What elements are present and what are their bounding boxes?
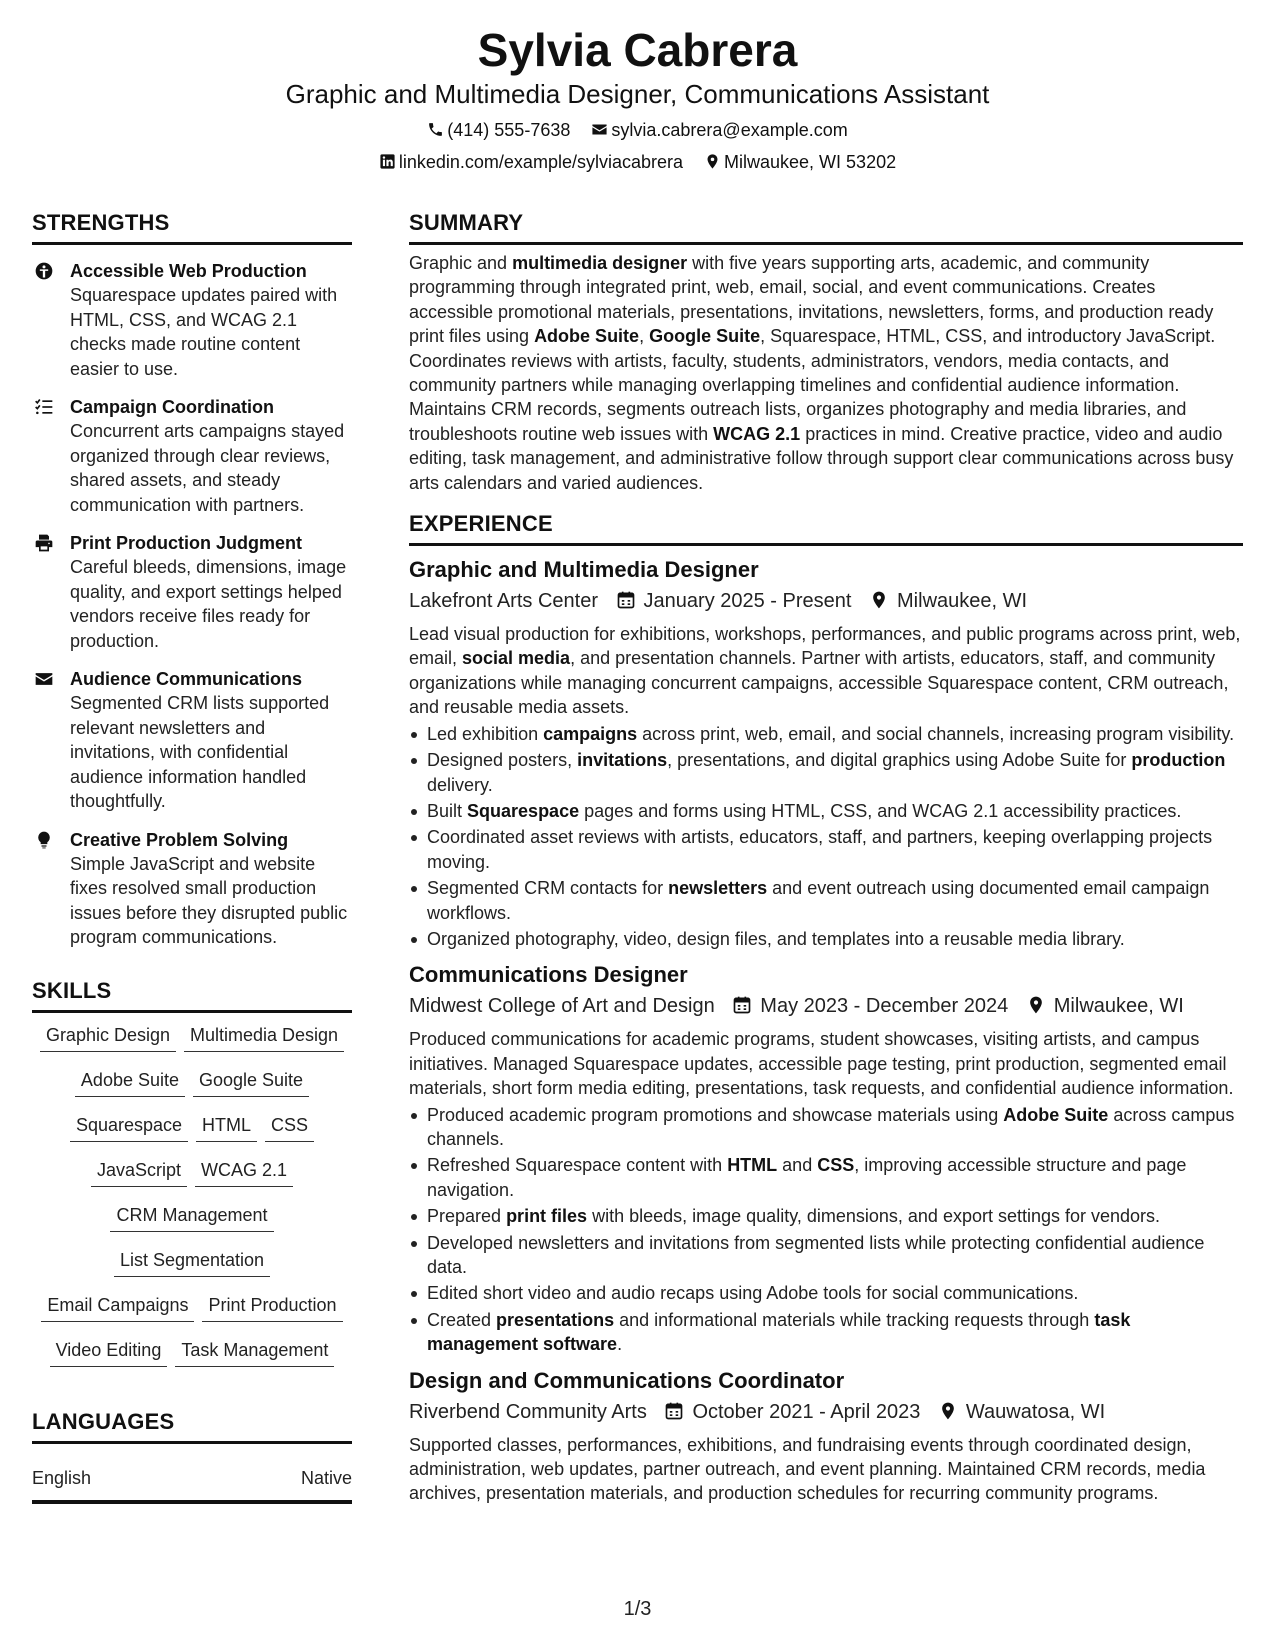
strength-item: [32, 395, 352, 517]
strengths-rule: [32, 242, 352, 245]
skill-chip: Multimedia Design: [184, 1023, 344, 1052]
job-meta: [409, 588, 1243, 614]
job-bullet: Organized photography, video, design files, and templates into a reusable media library.: [409, 927, 1243, 951]
job-org: Lakefront Arts Center: [409, 590, 598, 613]
linkedin-contact[interactable]: [379, 150, 683, 174]
skill-row: [32, 1248, 352, 1279]
skill-chip: Graphic Design: [40, 1023, 176, 1052]
summary-text: Graphic and multimedia designer with five years supporting arts, academic, and community programming through integrated print, web, email, social, and event communications. Creates accessible promotional materials, presentations, invitations, newsletters, forms, and production ready print files using Adobe Suite, Google Suite, Squarespace, HTML, CSS, and introductory JavaScript. Coordinates reviews with artists, faculty, students, administrators, vendors, media contacts, and community partners while managing overlapping timelines and confidential audience information. Maintains CRM records, segments outreach lists, organizes photography and media libraries, and troubleshoots routine web issues with WCAG 2.1 practices in mind. Creative practice, video and audio editing, task management, and administrative follow through support clear communications across busy arts calendars and varied audiences.: [409, 253, 1234, 493]
job-meta: [409, 1399, 1243, 1425]
skill-row: [32, 1203, 352, 1234]
resume-header: [0, 22, 1275, 174]
location-text: Milwaukee, WI 53202: [724, 152, 897, 172]
job-location-wrap: [1026, 993, 1184, 1019]
job-bullet: Led exhibition campaigns across print, web, email, and social channels, increasing program visibility.: [409, 722, 1243, 746]
calendar-icon: [732, 995, 752, 1015]
job-dates-wrap: [664, 1399, 920, 1425]
strength-title: Campaign Coordination: [70, 397, 274, 417]
strength-title: Print Production Judgment: [70, 533, 302, 553]
skill-chip: WCAG 2.1: [195, 1158, 293, 1187]
job-dates-wrap: [616, 588, 852, 614]
strength-desc: Segmented CRM lists supported relevant newsletters and invitations, with confidential audience information handled thoughtfully.: [70, 693, 330, 811]
strength-item: [32, 667, 352, 814]
job-dates: October 2021 - April 2023: [692, 1400, 921, 1423]
strength-desc: Concurrent arts campaigns stayed organized through clear reviews, shared assets, and steady communication with partners.: [70, 421, 345, 515]
job-entry: [409, 1367, 1243, 1506]
strength-title: Creative Problem Solving: [70, 829, 289, 850]
skill-row: [32, 1338, 352, 1369]
strength-desc: Simple JavaScript and website fixes resolved small production issues before they disrupted public program communications.: [70, 853, 348, 947]
job-location-wrap: [869, 588, 1027, 614]
email-contact[interactable]: [591, 118, 847, 142]
skill-row: [32, 1023, 352, 1054]
job-description: Supported classes, performances, exhibitions, and fundraising events through coordinated design, administration, web updates, partner outreach, and event planning. Maintained CRM records, media archives, presentation materials, and production schedules for recurring community programs.: [409, 1434, 1206, 1504]
language-name: English: [32, 1467, 92, 1488]
job-entry: [409, 961, 1243, 1356]
summary-rule: [409, 242, 1243, 245]
linkedin-icon: [379, 153, 396, 170]
lightbulb-icon: [34, 830, 54, 850]
strength-item: [32, 828, 352, 950]
job-bullet: Designed posters, invitations, presentations, and digital graphics using Adobe Suite for production delivery.: [409, 748, 1243, 797]
experience-rule: [409, 543, 1243, 546]
skills-title: SKILLS: [32, 977, 112, 1003]
job-bullet: Created presentations and informational materials while tracking requests through task management software.: [409, 1308, 1243, 1357]
skill-row: [32, 1113, 352, 1144]
skills-rule: [32, 1010, 352, 1013]
language-level: Native: [300, 1467, 352, 1488]
job-bullet: Edited short video and audio recaps using Adobe tools for social communications.: [409, 1281, 1243, 1305]
skill-chip: Email Campaigns: [41, 1293, 194, 1322]
info-circle-icon: [34, 261, 54, 281]
job-title: Design and Communications Coordinator: [409, 1367, 845, 1393]
job-description: Produced communications for academic programs, student showcases, visiting artists, and campus initiatives. Managed Squarespace updates, accessible page testing, print production, segmented email materials, short form media editing, presentations, task requests, and confidential audience information.: [409, 1029, 1234, 1099]
job-description: Lead visual production for exhibitions, workshops, performances, and public programs across print, web, email, social media, and presentation channels. Partner with artists, educators, staff, and community organizations while managing concurrent campaigns, accessible Squarespace content, CRM outreach, and reusable media assets.: [409, 624, 1241, 718]
strength-title: Audience Communications: [70, 669, 303, 689]
strength-desc: Squarespace updates paired with HTML, CSS, and WCAG 2.1 checks made routine content easier to use.: [70, 285, 338, 379]
job-bullets: [409, 722, 1243, 952]
job-location: Milwaukee, WI: [897, 590, 1028, 613]
skill-chip: Adobe Suite: [75, 1068, 185, 1097]
skill-row: [32, 1293, 352, 1324]
strength-desc: Careful bleeds, dimensions, image quality, and export settings helped vendors receive files ready for production.: [70, 557, 347, 651]
page-number: 1/3: [623, 1598, 652, 1620]
job-org: Riverbend Community Arts: [409, 1400, 647, 1423]
skill-chip: Squarespace: [70, 1113, 188, 1142]
skill-chip: List Segmentation: [114, 1248, 270, 1277]
skill-chip: Google Suite: [193, 1068, 309, 1097]
job-dates: May 2023 - December 2024: [760, 995, 1009, 1018]
strength-item: [32, 531, 352, 653]
envelope-icon: [591, 121, 608, 138]
skill-chip: JavaScript: [91, 1158, 187, 1187]
location-contact: [704, 150, 896, 174]
job-bullet: Produced academic program promotions and showcase materials using Adobe Suite across campus channels.: [409, 1103, 1243, 1152]
language-level-bar: [32, 1500, 352, 1504]
experience-title: EXPERIENCE: [409, 511, 553, 537]
job-bullets: [409, 1103, 1243, 1357]
languages-rule: [32, 1441, 352, 1444]
skill-chip: HTML: [196, 1113, 257, 1142]
email-text: sylvia.cabrera@example.com: [611, 120, 848, 140]
job-entry: [409, 556, 1243, 951]
job-bullet: Built Squarespace pages and forms using HTML, CSS, and WCAG 2.1 accessibility practices.: [409, 799, 1243, 823]
job-bullet: Prepared print files with bleeds, image quality, dimensions, and export settings for vendors.: [409, 1204, 1243, 1228]
calendar-icon: [664, 1401, 684, 1421]
task-list-icon: [34, 397, 54, 417]
job-bullet: Segmented CRM contacts for newsletters and event outreach using documented email campaign workflows.: [409, 876, 1243, 925]
map-pin-icon: [704, 153, 721, 170]
phone-contact[interactable]: [427, 118, 570, 142]
map-pin-icon: [938, 1401, 958, 1421]
skill-row: [32, 1068, 352, 1099]
phone-text: (414) 555-7638: [447, 120, 571, 140]
job-location-wrap: [938, 1399, 1105, 1425]
calendar-icon: [616, 590, 636, 610]
strength-item: [32, 259, 352, 381]
candidate-name: Sylvia Cabrera: [477, 24, 798, 76]
job-bullet: Coordinated asset reviews with artists, educators, staff, and partners, keeping overlapping projects moving.: [409, 825, 1243, 874]
job-location: Milwaukee, WI: [1053, 995, 1184, 1018]
map-pin-icon: [869, 590, 889, 610]
printer-icon: [34, 533, 54, 553]
phone-icon: [427, 121, 444, 138]
job-bullet: Refreshed Squarespace content with HTML and CSS, improving accessible structure and page navigation.: [409, 1153, 1243, 1202]
strengths-title: STRENGTHS: [32, 210, 170, 235]
skills-list: [32, 1023, 352, 1369]
job-dates-wrap: [732, 993, 1008, 1019]
skill-chip: Task Management: [175, 1338, 334, 1367]
skill-chip: CSS: [265, 1113, 314, 1142]
job-location: Wauwatosa, WI: [965, 1400, 1106, 1423]
skill-chip: CRM Management: [110, 1203, 273, 1232]
contact-row-1: [0, 118, 1275, 142]
languages-title: LANGUAGES: [32, 1408, 175, 1434]
summary-title: SUMMARY: [409, 210, 524, 235]
job-bullet: Developed newsletters and invitations from segmented lists while protecting confidential audience data.: [409, 1231, 1243, 1280]
skill-row: [32, 1158, 352, 1189]
job-title: Communications Designer: [409, 962, 688, 988]
linkedin-text: linkedin.com/example/sylviacabrera: [398, 152, 683, 172]
job-meta: [409, 993, 1243, 1019]
contact-row-2: [0, 150, 1275, 174]
envelope-icon: [34, 669, 54, 689]
job-title: Graphic and Multimedia Designer: [409, 557, 759, 583]
candidate-headline: Graphic and Multimedia Designer, Communications Assistant: [285, 79, 990, 109]
job-org: Midwest College of Art and Design: [409, 995, 715, 1018]
job-dates: January 2025 - Present: [643, 590, 852, 613]
map-pin-icon: [1026, 995, 1046, 1015]
skill-chip: Video Editing: [50, 1338, 168, 1367]
right-column: [409, 210, 1243, 1506]
language-row: [32, 1466, 352, 1490]
skill-chip: Print Production: [202, 1293, 342, 1322]
left-column: [32, 210, 352, 1504]
strength-title: Accessible Web Production: [70, 261, 307, 281]
